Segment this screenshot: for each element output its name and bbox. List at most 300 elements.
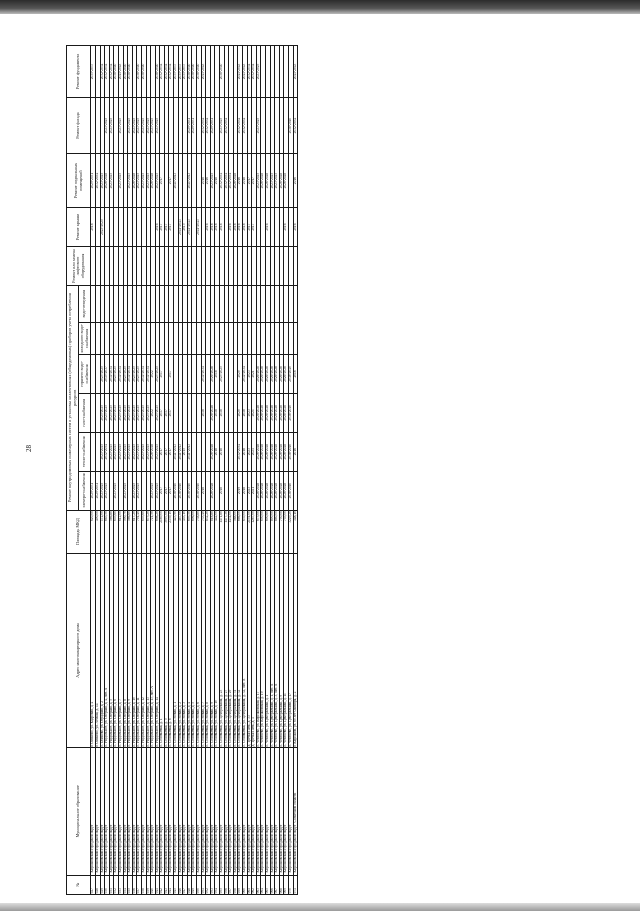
header-municipality: Муниципальное образование [67,748,91,875]
cell-facade: 2029-2031 [192,97,197,153]
cell-roof: 2041-2043 [197,208,202,247]
cell-facade: 2023-2025 [137,97,142,153]
cell-area: 698,20 [155,510,160,553]
cell-hot-water: 2023-2025 [100,355,105,394]
cell-address: с. Раздольное, ул. Озерная, д. 13 [146,553,151,747]
cell-foundation: 2032-2034 [109,46,114,98]
cell-area: 655,60 [141,510,146,553]
cell-row-num: 935 [128,875,133,894]
cell-row-num: 943 [164,875,169,894]
cell-area: 586,80 [109,510,114,553]
cell-hot-water: 2026-2028 [279,355,284,394]
cell-row-num: 942 [160,875,165,894]
cell-heat: 2026-2028 [275,432,280,471]
cell-heat: 2026-2028 [270,432,275,471]
cell-roof: 2018 [220,208,225,247]
cell-address: с. Раздольное, ул. Озерная, д. 4, лит. А [105,553,110,747]
cell-area: 666,00 [238,510,243,553]
cell-area: 675,00 [256,510,261,553]
cell-address: с. Соловьевка, д. 5 [164,553,169,747]
header-meters-group: Ремонт внутридомовых инженерных систем и установка коллективных (общедомовых) приборов учета потребления ресурсов [67,285,79,510]
cell-hot-water: 2035-2037 [105,355,110,394]
cell-basement: 2023-2025 [137,154,142,208]
cell-municipality: "Кирсановский городской округ" [192,748,197,875]
cell-hot-water: 2026-2028 [265,355,270,394]
cell-heat: 2026-2028 [151,432,156,471]
cell-row-num: 965 [265,875,270,894]
cell-municipality: "Кирсановский городской округ" [238,748,243,875]
cell-address: с. Чепелево, ул. Центральная, д. 17 [288,553,293,747]
cell-facade: 2029-2031 [187,97,192,153]
cell-facade: 2038-2040 [288,97,293,153]
cell-roof: 2041-2043 [178,208,183,247]
cell-heat: 2023-2025 [137,432,142,471]
cell-municipality: "Кирсановский городской округ" [215,748,220,875]
cell-electricity: 2017 [169,471,174,510]
cell-hot-water: 2017 [169,355,174,394]
cell-row-num: 954 [215,875,220,894]
cell-gas: 2026-2028 [279,393,284,432]
cell-municipality: "Кирсановский городской округ" [233,748,238,875]
cell-row-num: 929 [100,875,105,894]
cell-heat: 2041-2043 [178,432,183,471]
cell-row-num: 951 [201,875,206,894]
cell-basement: 2023-2025 [270,154,275,208]
cell-area: 800,00 [270,510,275,553]
cell-heat: 2023-2025 [155,432,160,471]
cell-area: 2189,00 [160,510,165,553]
cell-row-num: 940 [151,875,156,894]
cell-row-num: 928 [95,875,100,894]
cell-hot-water: 2016 [293,355,298,394]
cell-municipality: "Кирсановский городской округ" [201,748,206,875]
cell-hot-water: 2032-2034 [128,355,133,394]
header-num: № [67,875,91,894]
cell-municipality: "Кирсановский городской округ" [265,748,270,875]
cell-hot-water: 2023-2025 [155,355,160,394]
cell-foundation: 2035-2037 [183,46,188,98]
header-hot-water: горячего водо-снабжения [79,355,91,394]
cell-facade: 2023-2025 [151,97,156,153]
cell-foundation: 2032-2034 [164,46,169,98]
cell-gas: 2017 [169,393,174,432]
cell-area: 1287,00 [252,510,257,553]
cell-gas: 2026-2028 [270,393,275,432]
cell-area: 3097,00 [164,510,169,553]
cell-electricity: 2023-2025 [123,471,128,510]
cell-gas: 2026-2028 [284,393,289,432]
header-gas: газо-снабжения [79,393,91,432]
cell-municipality: "Кирсановский городской округ" [252,748,257,875]
cell-foundation: 2038-2040 [128,46,133,98]
cell-municipality: "Кирсановский городской округ" [146,748,151,875]
cell-address: д. Третья Пять, д. 33 [247,553,252,747]
cell-foundation: 2032-2034 [100,46,105,98]
cell-gas: 2023-2025 [109,393,114,432]
cell-address: с. Раздольное, ул. Озерная, д. 8 [123,553,128,747]
cell-area: 588,00 [233,510,238,553]
cell-facade: 2032-2034 [238,97,243,153]
cell-heat: 2023-2025 [109,432,114,471]
cell-foundation: 2038-2040 [197,46,202,98]
cell-basement: 2023-2025 [155,154,160,208]
cell-heat: 2023-2025 [128,432,133,471]
cell-gas: 2023-2025 [146,393,151,432]
cell-address: с. Раздольное, ул. Озерная, д. 5 [109,553,114,747]
cell-electricity: 2038-2040 [187,471,192,510]
cell-foundation: 2041-2043 [201,46,206,98]
cell-row-num: 930 [105,875,110,894]
cell-roof: 2017 [252,208,257,247]
cell-area: 490,00 [95,510,100,553]
cell-basement: 2023-2025 [100,154,105,208]
scan-top-edge [0,0,640,14]
cell-address: г. Кирсанов, ул. 60 лет Октября, д. 2 [293,553,298,747]
cell-hot-water: 2021 [252,355,257,394]
cell-foundation: 2032-2034 [105,46,110,98]
header-heat: тепло-снабжения [79,432,91,471]
cell-electricity: 2023-2025 [137,471,142,510]
cell-electricity: 2023-2025 [114,471,119,510]
cell-address: с. Чепелево, ул. Центральная, д. 1, лит. А [270,553,275,747]
cell-municipality: "Кирсановский городской округ" [105,748,110,875]
cell-hot-water: 2032-2034 [109,355,114,394]
cell-electricity: 2038-2040 [174,471,179,510]
cell-electricity: 2026-2028 [279,471,284,510]
cell-roof: 2016 [265,208,270,247]
cell-facade: 2023-2025 [109,97,114,153]
cell-basement: 2017 [247,154,252,208]
cell-row-num: 933 [118,875,123,894]
header-cold-water: холодного водо-снабжения [79,322,91,354]
cell-gas: 2023-2025 [137,393,142,432]
cell-address: с. Соловьевка, ул. Центральная, д. 27 [224,553,229,747]
cell-row-num: 957 [229,875,234,894]
cell-gas: 2018 [215,393,220,432]
cell-hot-water: 2022 [151,355,156,394]
cell-row-num: 953 [210,875,215,894]
cell-area: 755,00 [284,510,289,553]
cell-address: с. Соловьевка, ул. Новая, д. 1 [174,553,179,747]
cell-area: 1477,30 [224,510,229,553]
cell-roof: 2018 [215,208,220,247]
cell-heat: 2023-2025 [118,432,123,471]
cell-basement: 2023-2025 [256,154,261,208]
cell-address: д. Третья Пять, д. 1 [252,553,257,747]
cell-area: 701,40 [137,510,142,553]
cell-hot-water: 2023-2025 [220,355,225,394]
cell-basement: 2026-2028 [279,154,284,208]
cell-area: 639,00 [242,510,247,553]
cell-address: с. Раздольное, ул. Озерная, д. 9 [128,553,133,747]
cell-foundation: 2041-2043 [118,46,123,98]
cell-basement: 2016 [293,154,298,208]
table-row [293,46,298,895]
cell-electricity: 2017 [160,471,165,510]
cell-address: с. Соловьевка, д. 1 [160,553,165,747]
cell-heat: 2041-2043 [187,432,192,471]
cell-row-num: 934 [123,875,128,894]
cell-basement: 2041-2043 [174,154,179,208]
cell-roof: 2016 [229,208,234,247]
cell-basement: 2032-2034 [224,154,229,208]
cell-hot-water: 2026-2028 [210,355,215,394]
cell-address: с. Раздольное, ул. Озерная, д. 6 [114,553,119,747]
cell-basement: 2041-2043 [187,154,192,208]
header-elevator: Ремонт или замена лифтового оборудования [67,247,91,286]
cell-basement: 2018 [242,154,247,208]
header-roof: Ремонт крыши [67,208,91,247]
cell-area: 423,90 [174,510,179,553]
cell-address: с. Соловьевка, ул. Новая, д. 6 [197,553,202,747]
cell-facade: 2023-2025 [118,97,123,153]
cell-address: с. Соловьевка, ул. Центральная, д. 31 [233,553,238,747]
cell-basement: 2023-2025 [128,154,133,208]
cell-row-num: 968 [279,875,284,894]
cell-heat: 2032-2034 [105,432,110,471]
cell-gas: 2023-2025 [100,393,105,432]
cell-gas: 2023-2025 [105,393,110,432]
cell-hot-water: 2026-2028 [270,355,275,394]
cell-address: с. Чепелево, ул. Центральная, д. 3, лит. А [275,553,280,747]
cell-area: 650,00 [261,510,266,553]
cell-roof: 2016 [284,208,289,247]
cell-basement: 2029-2031 [91,154,96,208]
cell-electricity: 2026-2028 [284,471,289,510]
cell-roof: 2018 [233,208,238,247]
cell-row-num: 967 [275,875,280,894]
cell-address: с. Соловьевка, д. 6 [169,553,174,747]
cell-electricity: 2023-2025 [100,471,105,510]
cell-electricity: 2026-2028 [265,471,270,510]
cell-gas: 2022 [151,393,156,432]
cell-hot-water: 2026-2028 [275,355,280,394]
cell-row-num: 966 [270,875,275,894]
cell-municipality: "Кирсановский городской округ" [155,748,160,875]
cell-electricity: 2029-2031 [95,471,100,510]
cell-address: с. Раздольное, ул. Озерная, д. 7 [118,553,123,747]
cell-foundation: 2035-2037 [91,46,96,98]
cell-municipality: "Кирсановский городской округ" [206,748,211,875]
cell-heat: 2023-2025 [114,432,119,471]
cell-roof: 2041-2043 [187,208,192,247]
cell-area: 818,80 [210,510,215,553]
cell-hot-water: 2020 [238,355,243,394]
rotated-page [66,45,298,895]
cell-area: 620,00 [91,510,96,553]
cell-roof: 2017 [160,208,165,247]
cell-municipality: "Кирсановский городской округ" [256,748,261,875]
cell-area: 750,00 [279,510,284,553]
cell-municipality: "Кирсановский городской округ" [128,748,133,875]
cell-gas: 2023-2025 [123,393,128,432]
cell-heat: 2023-2025 [146,432,151,471]
cell-address: с. Чепелево, ул. Кирсановская, д. 17 [256,553,261,747]
cell-row-num: 936 [132,875,137,894]
cell-heat: 2026-2028 [284,432,289,471]
cell-electricity: 2018 [242,471,247,510]
cell-basement: 2026-2028 [233,154,238,208]
cell-area: 612,00 [118,510,123,553]
cell-roof: 2015 [183,208,188,247]
cell-facade: 2032-2034 [224,97,229,153]
cell-address: с. Осиново, ул. Отрадная, д. 2 [100,553,105,747]
cell-municipality: "Кирсановский городской округ" [95,748,100,875]
header-area: Площадь МКД [67,510,91,553]
cell-row-num: 950 [197,875,202,894]
cell-municipality: "Кирсановский городской округ" [100,748,105,875]
cell-facade: 2029-2031 [210,97,215,153]
cell-roof: 2016 [293,208,298,247]
cell-electricity: 2023-2025 [155,471,160,510]
cell-address: с. Раздольное, ул. Озерная, д. 11 [137,553,142,747]
cell-address: г. Осиново, ул. Кадровая, д. 4 [91,553,96,747]
cell-electricity: 2038-2040 [288,471,293,510]
cell-area: 696,00 [192,510,197,553]
cell-hot-water: 2023 [247,355,252,394]
cell-hot-water: 2032-2034 [242,355,247,394]
cell-foundation: 2035-2037 [178,46,183,98]
cell-row-num: 971 [293,875,298,894]
cell-row-num: 939 [146,875,151,894]
cell-address: г. Осиново, ул. Лесная, д. 14 [95,553,100,747]
cell-municipality: "Кирсановский городской округ" [160,748,165,875]
cell-row-num: 952 [206,875,211,894]
cell-basement: 2017 [252,154,257,208]
cell-area: 832,20 [206,510,211,553]
header-foundation: Ремонт фундамента [67,46,91,98]
cell-area: 733,40 [201,510,206,553]
cell-heat: 2017 [169,432,174,471]
cell-foundation: 2023-2025 [256,46,261,98]
cell-address: с. Раздольное, ул. Озерная, д. 13, лит. А [151,553,156,747]
cell-area: 695,50 [187,510,192,553]
cell-heat: 2017 [164,432,169,471]
cell-area: 665,50 [105,510,110,553]
cell-heat: 2026-2028 [256,432,261,471]
cell-gas: 2026-2028 [275,393,280,432]
cell-hot-water: 2026-2028 [261,355,266,394]
cell-row-num: 938 [141,875,146,894]
cell-electricity: 2023 [247,471,252,510]
cell-facade: 2023-2025 [220,97,225,153]
cell-gas: 2018 [220,393,225,432]
cell-basement: 2018 [215,154,220,208]
cell-area: 617,20 [132,510,137,553]
cell-row-num: 958 [233,875,238,894]
cell-municipality: "Кирсановский городской округ" [132,748,137,875]
cell-roof: 2018 [91,208,96,247]
cell-address: с. Чепелево, ул. Центральная, д. 1 [265,553,270,747]
cell-facade: 2023-2025 [132,97,137,153]
cell-address: с. Соловьевка, ул. Новая, д. 7 [201,553,206,747]
cell-heat: 2016 [293,432,298,471]
cell-municipality: "Кирсановский городской округ" [169,748,174,875]
cell-basement: 2026-2028 [284,154,289,208]
cell-address: с. Соловьевка, ул. Центральная, д. 32 [238,553,243,747]
cell-area: 2339,10 [169,510,174,553]
cell-facade: 2023-2025 [146,97,151,153]
cell-municipality: "Кирсановский городской округ" [151,748,156,875]
cell-basement: 2016 [238,154,243,208]
cell-address: с. Соловьевка, ул. Новая, д. 3 [183,553,188,747]
cell-basement: 2026-2028 [105,154,110,208]
cell-heat: 2023 [247,432,252,471]
cell-hot-water: 2038-2040 [288,355,293,394]
cell-area: 1471,80 [220,510,225,553]
cell-area: 1434,00 [229,510,234,553]
cell-municipality: "Кирсановский городской округ" [183,748,188,875]
header-address: Адрес многоквартирного дома [67,553,91,747]
cell-electricity: 2038-2040 [178,471,183,510]
cell-electricity: 2018 [201,471,206,510]
cell-row-num: 932 [114,875,119,894]
cell-area: 738,80 [197,510,202,553]
cell-electricity: 2026-2028 [270,471,275,510]
cell-row-num: 927 [91,875,96,894]
cell-basement: 2023-2025 [146,154,151,208]
cell-municipality: "Кирсановский городской округ" [123,748,128,875]
cell-area: 880,00 [275,510,280,553]
cell-area: 590,70 [123,510,128,553]
cell-elevator [293,247,298,286]
cell-municipality: "Кирсановский городской округ" [164,748,169,875]
cell-row-num: 962 [252,875,257,894]
cell-basement: 2018 [201,154,206,208]
cell-municipality: "Кирсановский городской округ" [247,748,252,875]
header-facade: Ремонт фасада [67,97,91,153]
cell-basement: 2017 [169,154,174,208]
cell-foundation: 2041-2043 [238,46,243,98]
cell-municipality: "Кирсановский городской округ" [284,748,289,875]
cell-basement: 2023-2025 [210,154,215,208]
cell-municipality: "Кирсановский городской округ" [91,748,96,875]
cell-basement: 2016 [206,154,211,208]
cell-row-num: 961 [247,875,252,894]
page-number: 28 [25,445,33,452]
cell-gas: 2026-2028 [265,393,270,432]
cell-row-num: 970 [288,875,293,894]
cell-gas: 2023-2025 [132,393,137,432]
cell-electricity: 2021 [252,471,257,510]
cell-row-num: 956 [224,875,229,894]
cell-facade: 2032-2034 [293,97,298,153]
cell-facade: 2032-2034 [242,97,247,153]
cell-address: с. Соловьевка, ул. Новая, д. 10 [215,553,220,747]
cell-electricity: 2029-2031 [91,471,96,510]
cell-basement: 2026-2028 [261,154,266,208]
cell-hot-water: 2026-2028 [284,355,289,394]
cell-municipality: "Кирсановский городской округ" [275,748,280,875]
cell-gas [293,393,298,432]
cell-area: 586,60 [128,510,133,553]
cell-address: с. Соловьевка, ул. Новая, д. 4 [187,553,192,747]
cell-facade: 2023-2025 [155,97,160,153]
cell-municipality: "Кирсановский городской округ" [229,748,234,875]
cell-municipality: "Кирсановский городской округ" [197,748,202,875]
cell-heat: 2023-2025 [123,432,128,471]
cell-heat: 2026-2028 [265,432,270,471]
header-row-1 [67,46,79,895]
cell-facade: 2032-2034 [206,97,211,153]
cell-hot-water: 2023-2025 [132,355,137,394]
cell-municipality: "Кирсановский городской округ" [114,748,119,875]
cell-foundation: 2032-2034 [247,46,252,98]
cell-area: 721,50 [151,510,156,553]
cell-hot-water: 2023-2025 [137,355,142,394]
cell-roof: 2016 [155,208,160,247]
cell-hot-water: 2032-2034 [146,355,151,394]
